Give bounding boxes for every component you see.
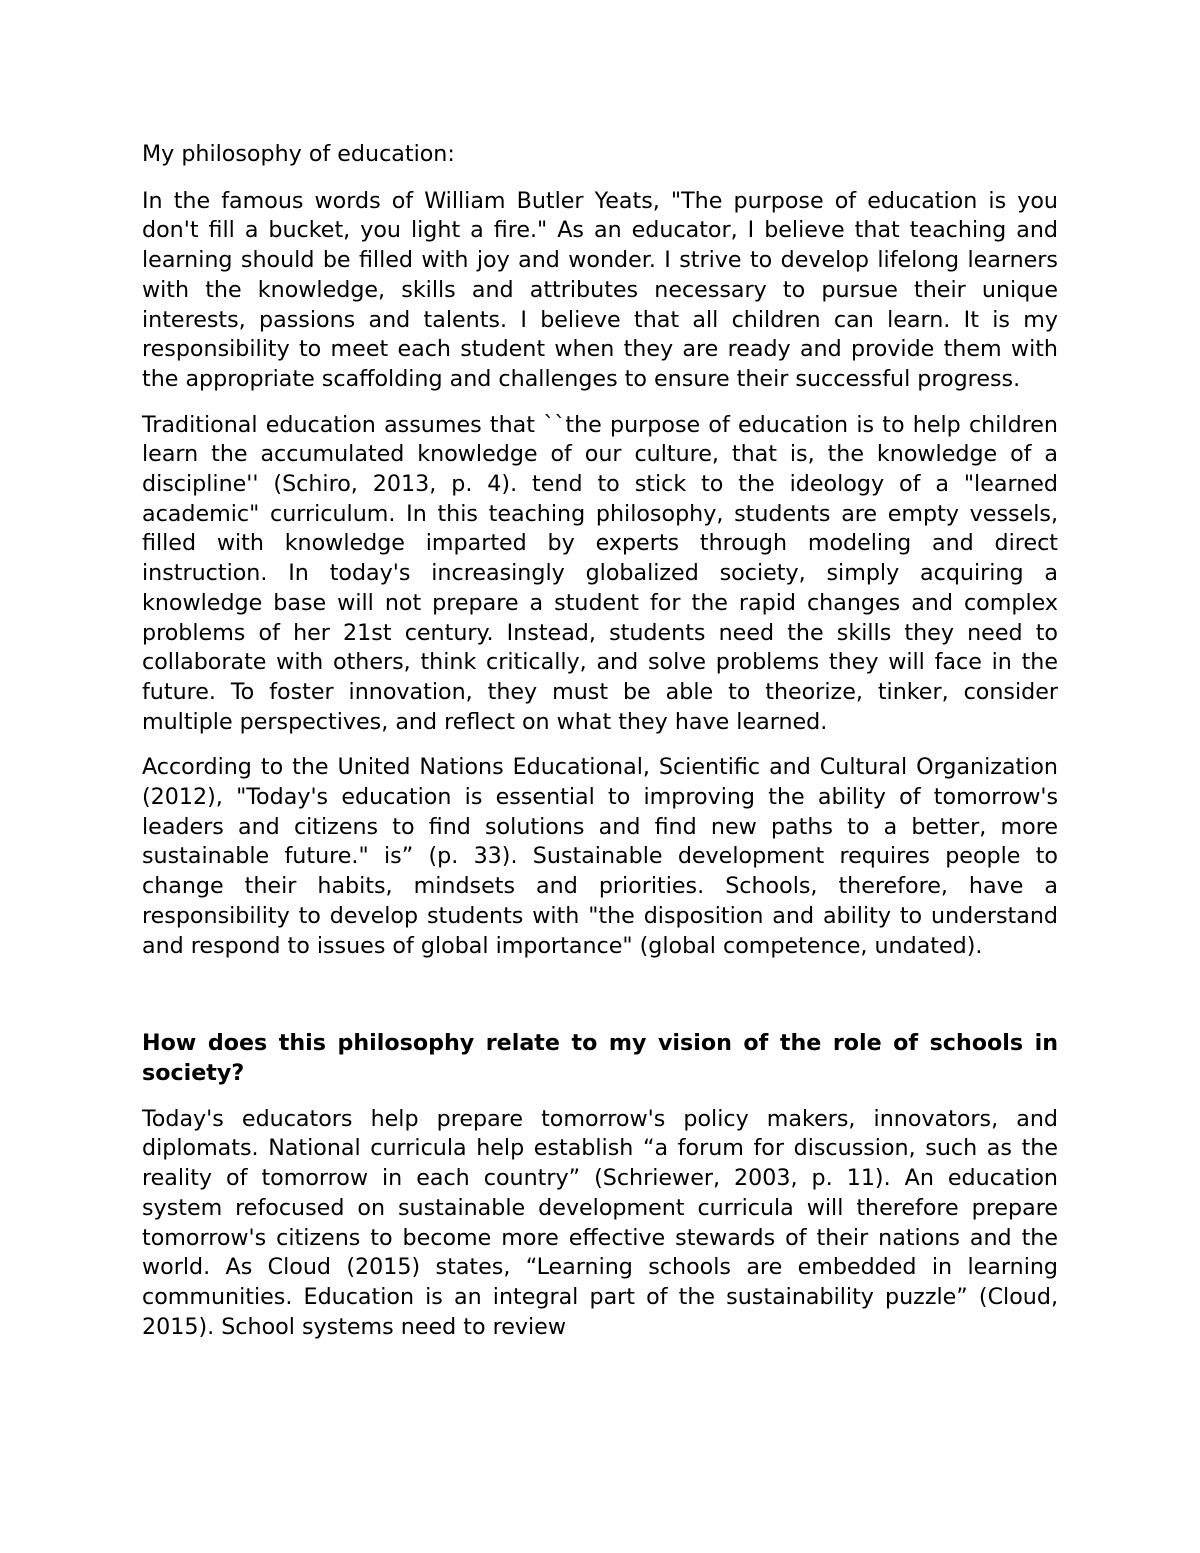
document-title: My philosophy of education: — [142, 141, 455, 167]
section-spacer — [142, 977, 1058, 1029]
paragraph-unesco: According to the United Nations Educational, Scientific and Cultural Organization (2012), "Today's education is essential to improving the ability of tomorrow's leaders and citizens to find solutions and find new paths to a better, more sustainable future." is” (p. 33). Sustainable development requires people to change their habits, mindsets and priorities. Schools, therefore, have a responsibility to develop students with "the disposition and ability to understand and respond to issues of global importance" (global competence, undated). — [142, 754, 1058, 959]
section-heading: How does this philosophy relate to my vision of the role of schools in society? — [142, 1030, 1058, 1086]
document-body — [142, 140, 1058, 1342]
paragraph-role-of-schools: Today's educators help prepare tomorrow's policy makers, innovators, and diplomats. National curricula help establish “a forum for discussion, such as the reality of tomorrow in each country” (Schriewer, 2003, p. 11). An education system refocused on sustainable development curricula will therefore prepare tomorrow's citizens to become more effective stewards of their nations and the world. As Cloud (2015) states, “Learning schools are embedded in learning communities. Education is an integral part of the sustainability puzzle” (Cloud, 2015). School systems need to review — [142, 1105, 1058, 1340]
paragraph-traditional-education: Traditional education assumes that ``the purpose of education is to help children learn the accumulated knowledge of our culture, that is, the knowledge of a discipline'' (Schiro, 2013, p. 4). tend to stick to the ideology of a "learned academic" curriculum. In this teaching philosophy, students are empty vessels, filled with knowledge imparted by experts through modeling and direct instruction. In today's increasingly globalized society, simply acquiring a knowledge base will not prepare a student for the rapid changes and complex problems of her 21st century. Instead, students need the skills they need to collaborate with others, think critically, and solve problems they will face in the future. To foster innovation, they must be able to theorize, tinker, consider multiple perspectives, and reflect on what they have learned. — [142, 411, 1058, 735]
paragraph-yeats-quote: In the famous words of William Butler Yeats, "The purpose of education is you don't fill a bucket, you light a fire." As an educator, I believe that teaching and learning should be filled with joy and wonder. I strive to develop lifelong learners with the knowledge, skills and attributes necessary to pursue their unique interests, passions and talents. I believe that all children can learn. It is my responsibility to meet each student when they are ready and provide them with the appropriate scaffolding and challenges to ensure their successful progress. — [142, 187, 1058, 392]
